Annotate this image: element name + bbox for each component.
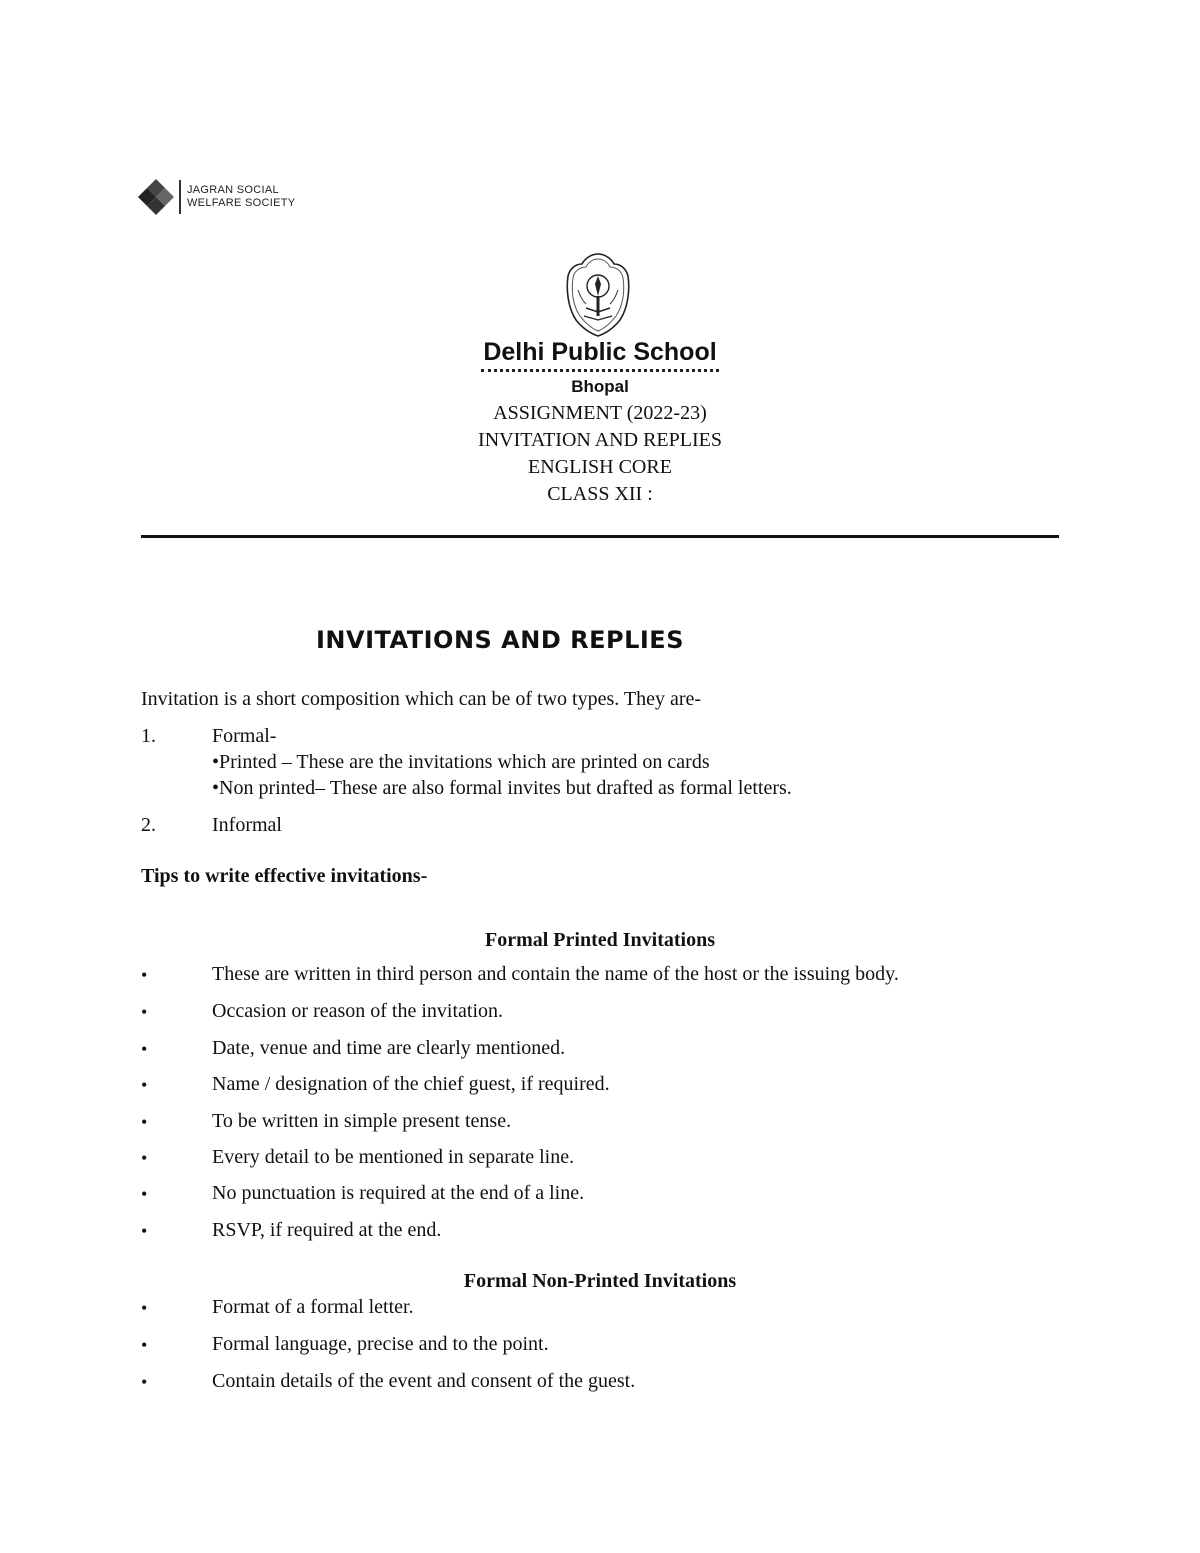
printed-heading: Formal Printed Invitations xyxy=(485,929,715,951)
intro-text: Invitation is a short composition which can be of two types. They are- xyxy=(141,688,702,710)
non-printed-heading: Formal Non-Printed Invitations xyxy=(463,1270,737,1292)
type-1-label: Formal- xyxy=(212,725,277,747)
type-1-sub-2: •Non printed– These are also formal invites but drafted as formal letters. xyxy=(212,777,792,799)
school-name: Delhi Public School xyxy=(483,338,717,366)
type-2-number: 2. xyxy=(141,814,156,836)
topic-title: INVITATION AND REPLIES xyxy=(478,429,722,451)
assignment-title: ASSIGNMENT (2022-23) xyxy=(493,402,707,424)
subject-title: ENGLISH CORE xyxy=(528,456,672,478)
bullet-icon: • xyxy=(141,965,148,985)
printed-item-8: RSVP, if required at the end. xyxy=(212,1219,442,1241)
society-line-2: WELFARE SOCIETY xyxy=(187,197,296,209)
society-divider xyxy=(179,180,181,214)
header-divider xyxy=(141,535,1059,538)
bullet-icon: • xyxy=(141,1221,148,1241)
type-1-sub-1: •Printed – These are the invitations which are printed on cards xyxy=(212,751,710,773)
bullet-icon: • xyxy=(141,1075,148,1095)
printed-item-4: Name / designation of the chief guest, if required. xyxy=(212,1073,610,1095)
diamond-logo-icon xyxy=(138,178,174,216)
school-name-underline xyxy=(481,369,719,372)
printed-item-5: To be written in simple present tense. xyxy=(212,1110,512,1132)
page-title: INVITATIONS AND REPLIES xyxy=(316,626,684,654)
non-printed-item-2: Formal language, precise and to the point. xyxy=(212,1333,549,1355)
bullet-icon: • xyxy=(141,1148,148,1168)
bullet-icon: • xyxy=(141,1335,148,1355)
bullet-icon: • xyxy=(141,1184,148,1204)
type-1-number: 1. xyxy=(141,725,156,747)
class-title: CLASS XII : xyxy=(547,483,653,505)
society-line-1: JAGRAN SOCIAL xyxy=(187,184,279,196)
type-2-label: Informal xyxy=(212,814,282,836)
bullet-icon: • xyxy=(141,1298,148,1318)
printed-item-1: These are written in third person and contain the name of the host or the issuing body. xyxy=(212,963,899,985)
printed-item-3: Date, venue and time are clearly mentioned. xyxy=(212,1037,566,1059)
bullet-icon: • xyxy=(141,1372,148,1392)
school-crest-icon xyxy=(560,250,636,338)
society-logo xyxy=(138,177,295,217)
bullet-icon: • xyxy=(141,1112,148,1132)
printed-item-6: Every detail to be mentioned in separate line. xyxy=(212,1146,575,1168)
bullet-icon: • xyxy=(141,1039,148,1059)
tips-heading: Tips to write effective invitations- xyxy=(141,865,428,887)
non-printed-item-1: Format of a formal letter. xyxy=(212,1296,414,1318)
school-city: Bhopal xyxy=(571,377,629,396)
printed-item-7: No punctuation is required at the end of a line. xyxy=(212,1182,585,1204)
printed-item-2: Occasion or reason of the invitation. xyxy=(212,1000,504,1022)
bullet-icon: • xyxy=(141,1002,148,1022)
society-name xyxy=(187,184,295,210)
non-printed-item-3: Contain details of the event and consent of the guest. xyxy=(212,1370,636,1392)
